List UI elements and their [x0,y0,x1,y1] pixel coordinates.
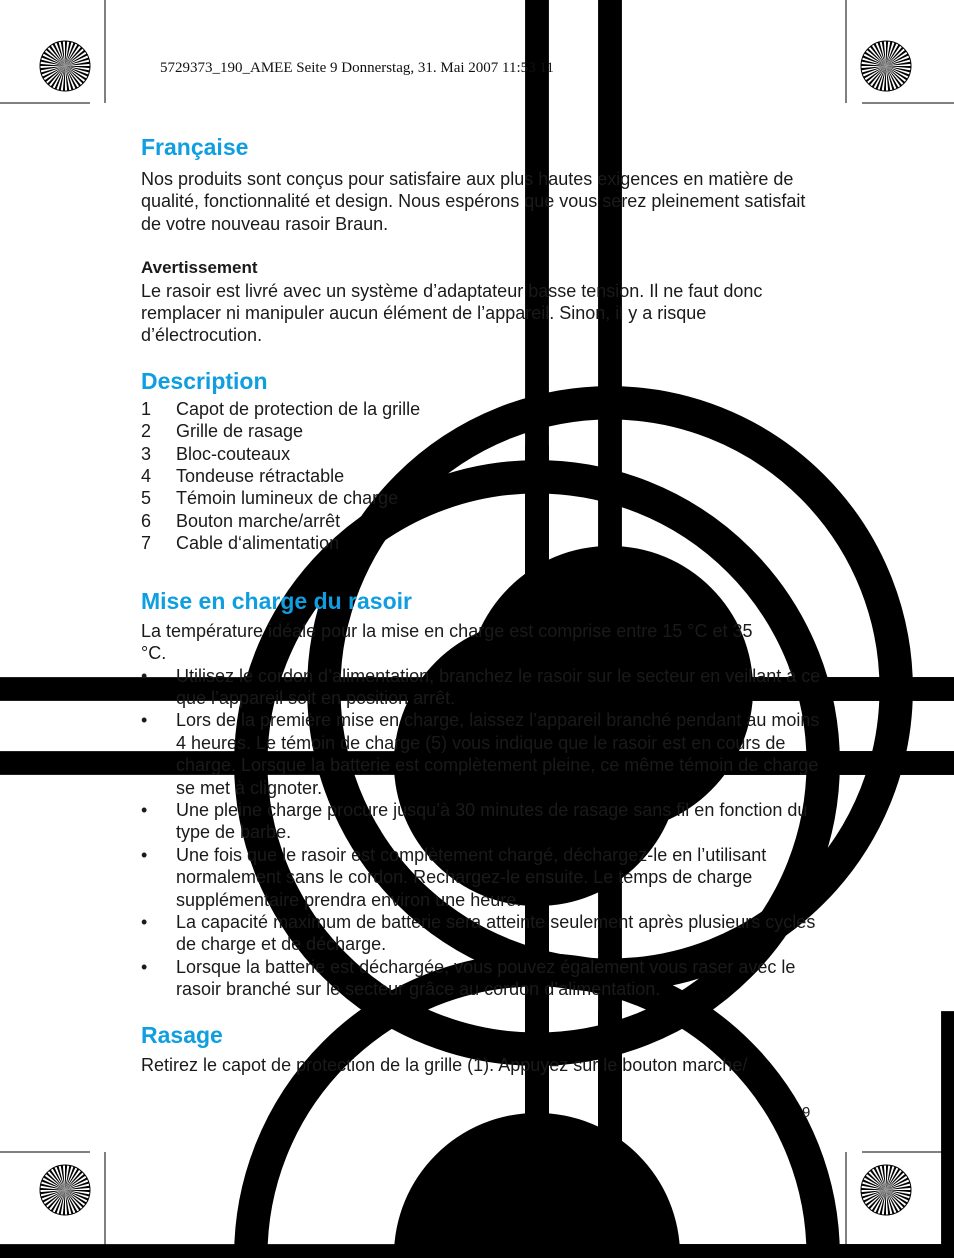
warning-paragraph: Le rasoir est livré avec un système d’adaptateur basse tension. Il ne faut donc remplacer ni manipuler aucun élément de l’appareil. Sinon, il y a risque d’électrocution. [141,280,763,346]
starburst-target-icon [40,41,90,91]
page-number: 9 [802,1104,811,1121]
list-item: • Une pleine charge procure jusqu’à 30 minutes de rasage sans fil en fonction du type de barbe. [141,799,808,843]
list-item: • La capacité maximum de batterie sera atteinte seulement après plusieurs cycles de charge et de décharge. [141,911,816,955]
list-item: 6 Bouton marche/arrêt [141,510,341,531]
page-content [141,132,821,1076]
warning-title: Avertissement [141,258,258,278]
section-title-rasage: Rasage [141,1021,223,1048]
section-title-francaise: Française [141,134,249,160]
list-item: 7 Cable d‘alimentation [141,533,340,554]
starburst-target-icon [861,41,911,91]
list-item: 4 Tondeuse rétractable [141,466,345,487]
charge-bullet-list [141,665,821,1001]
list-item: 5 Témoin lumineux de charge [141,488,399,509]
starburst-target-icon [861,1165,911,1215]
list-item: 2 Grille de rasage [141,421,304,442]
description-list [141,398,821,555]
section-title-description: Description [141,367,268,394]
list-item: • Lorsque la batterie est déchargée, vous pouvez également vous raser avec le rasoir branché sur le secteur grâce au cordon d’alimentation. [141,956,796,1000]
intro-paragraph: Nos produits sont conçus pour satisfaire aux plus hautes exigences en matière de qualité, fonctionnalité et design. Nous espérons que vous serez pleinement satisfait de votre nouveau rasoir Braun. [141,169,806,234]
section-title-charge: Mise en charge du rasoir [141,587,412,614]
list-item: • Lors de la première mise en charge, laissez l’appareil branché pendant au moins 4 heures. Le témoin de charge (5) vous indique que le rasoir est en cours de charge. Lorsque la batterie est complètement pleine, ce même témoin de charge se met à clignoter. [141,710,820,798]
list-item: 1 Capot de protection de la grille [141,398,421,419]
print-header: 5729373_190_AMEE Seite 9 Donnerstag, 31. Mai 2007 11:53 11 [160,60,554,76]
rasage-paragraph: Retirez le capot de protection de la grille (1). Appuyez sur le bouton marche/ [141,1054,748,1075]
charge-intro: La température idéale pour la mise en charge est comprise entre 15 °C et 35 °C. [141,620,753,664]
starburst-target-icon [40,1165,90,1215]
list-item: • Une fois que le rasoir est complètement chargé, déchargez-le en l’utilisant normalement sans le cordon. Rechargez-le ensuite. Le temps de charge supplémentaire prendra environ une heure. [141,844,767,910]
list-item: • Utilisez le cordon d’alimentation, branchez le rasoir sur le secteur en veillant à ce que l’appareil soit en position arrêt. [141,665,821,708]
list-item: 3 Bloc-couteaux [141,443,291,464]
